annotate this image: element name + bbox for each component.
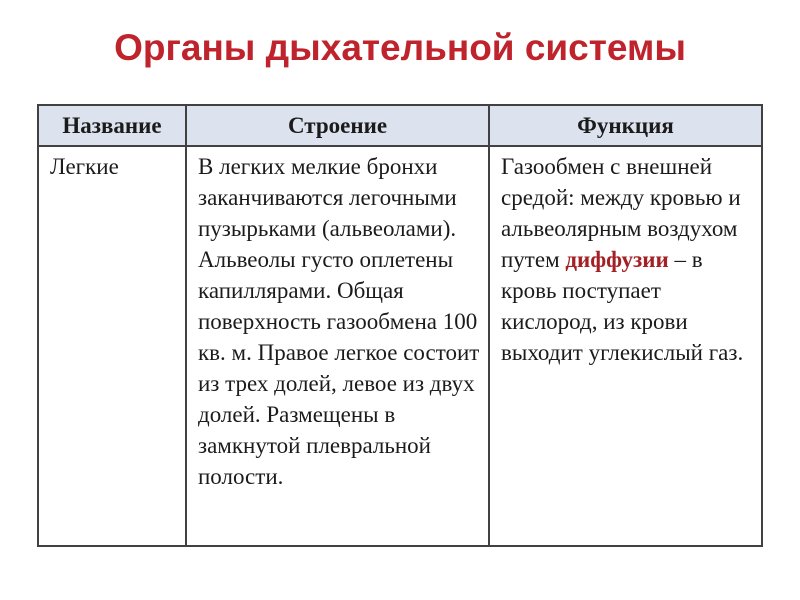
function-text-before: Газообмен с внешней средой: между кровью и альвеолярным воздухом путем (501, 154, 747, 272)
table-header-row (38, 105, 762, 146)
slide-title: Органы дыхательной системы (114, 27, 686, 68)
column-header-structure: Строение (186, 105, 489, 146)
cell-function (489, 146, 762, 546)
cell-structure: В легких мелкие бронхи заканчиваются легочными пузырьками (альвеолами). Альвеолы густо оплетены капиллярами. Общая поверхность газообмена 100 кв. м. Правое легкое состоит из трех долей, левое из двух долей. Размещены в замкнутой плевральной полости. (186, 146, 489, 546)
column-header-name: Название (38, 105, 186, 146)
column-header-function: Функция (489, 105, 762, 146)
function-highlight-word: диффузии (565, 247, 669, 272)
organs-table (37, 104, 763, 547)
cell-organ-name: Легкие (38, 146, 186, 546)
table-row (38, 146, 762, 546)
function-text-after: – в кровь поступает кислород, из крови выходит углекислый газ. (501, 247, 744, 365)
